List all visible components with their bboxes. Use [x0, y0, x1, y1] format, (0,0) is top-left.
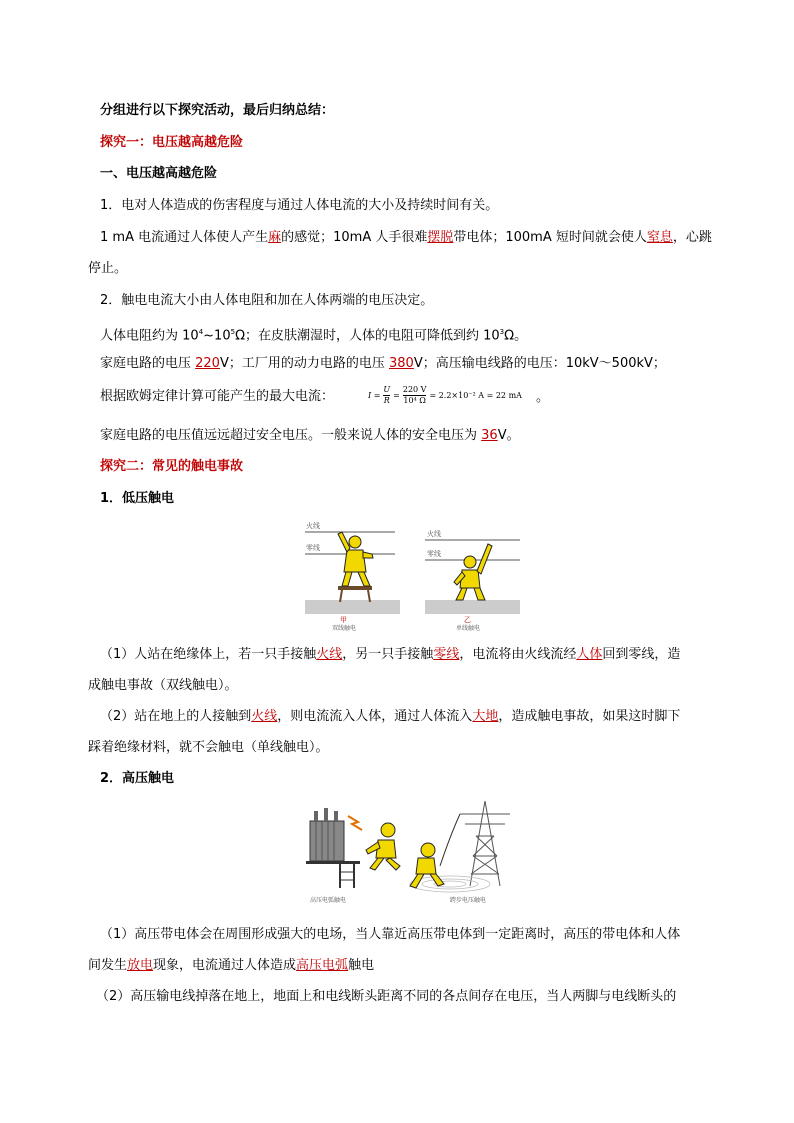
explore1-heading: 探究一：电压越高越危险 — [100, 135, 244, 150]
paragraph-q2-line2: 踩着绝缘材料，就不会触电（单线触电）。 — [88, 740, 329, 755]
high-voltage-heading: 2．高压触电 — [100, 771, 175, 786]
paragraph-q1-line2: 成触电事故（双线触电）。 — [88, 678, 238, 693]
power-tower-icon — [440, 801, 510, 886]
paragraph-q1-line1: （1）人站在绝缘体上，若一只手接触火线，另一只手接触零线，电流将由火线流经人体回到零线，造 — [100, 647, 681, 662]
paragraph-2-line1: 1 mA 电流通过人体使人产生麻的感觉；10mA 人手很难摆脱带电体；100mA 短时间就会使人窒息，心跳 — [100, 230, 712, 245]
transformer-icon — [306, 808, 360, 888]
arc-spark-icon — [348, 816, 362, 830]
paragraph-5: 家庭电路的电压 220V；工厂用的动力电路的电压 380V；高压输电线路的电压：10kV～500kV； — [100, 356, 666, 371]
paragraph-2-line2: 停止。 — [88, 261, 128, 276]
person-yi-icon — [454, 544, 492, 600]
step-caption: 跨步电压触电 — [450, 897, 487, 904]
arc-caption: 高压电弧触电 — [310, 897, 347, 904]
paragraph-q2-line1: （2）站在地上的人接触到火线，则电流流入人体，通过人体流入大地，造成触电事故，如果这时脚下 — [100, 709, 681, 724]
yi-label: 乙 — [464, 616, 471, 624]
neutral-label: 零线 — [306, 544, 320, 552]
paragraph-1: 1．电对人体造成的伤害程度与通过人体电流的大小及持续时间有关。 — [100, 198, 499, 213]
paragraph-3: 2．触电电流大小由人体电阻和加在人体两端的电压决定。 — [100, 293, 434, 308]
paragraph-r1-line1: （1）高压带电体会在周围形成强大的电场，当人靠近高压带电体到一定距离时，高压的带电体和人体 — [100, 927, 681, 942]
live-label-2: 火线 — [427, 530, 441, 538]
low-voltage-heading: 1．低压触电 — [100, 491, 175, 506]
paragraph-4: 人体电阻约为 $10^4\sim 10^5\Omega$；在皮肤潮湿时，人体的电阻可降低到约 $10^3\Omega$。 — [100, 328, 528, 344]
neutral-label-2: 零线 — [427, 550, 441, 558]
live-label: 火线 — [306, 522, 320, 530]
jia-label: 甲 — [340, 616, 347, 624]
yi-caption: 单线触电 — [456, 625, 481, 632]
person-jia-icon — [338, 532, 373, 586]
paragraph-7: 家庭电路的电压值远远超过安全电压。一般来说人体的安全电压为 36V。 — [100, 428, 520, 443]
paragraph-6: 根据欧姆定律计算可能产生的最大电流： — [100, 389, 335, 404]
jia-caption: 双线触电 — [332, 625, 357, 632]
high-voltage-figure — [300, 796, 530, 906]
ohm-formula: I = $\frac{U}{R}$ = $\frac{220 V}{\text{10⁴ Ω}}$ = 2.2×10⁻² A = 22 mA 。 — [368, 385, 549, 405]
explore2-heading: 探究二：常见的触电事故 — [100, 459, 244, 474]
paragraph-r2: （2）高压输电线掉落在地上，地面上和电线断头距离不同的各点间存在电压，当人两脚与电线断头的 — [96, 989, 677, 1004]
intro-line: 分组进行以下探究活动，最后归纳总结： — [100, 103, 335, 118]
person-arc-icon — [366, 823, 400, 870]
low-voltage-figure — [300, 512, 545, 632]
section1-heading: 一、电压越高越危险 — [100, 166, 218, 181]
paragraph-r1-line2: 间发生放电现象，电流通过人体造成高压电弧触电 — [88, 958, 375, 973]
